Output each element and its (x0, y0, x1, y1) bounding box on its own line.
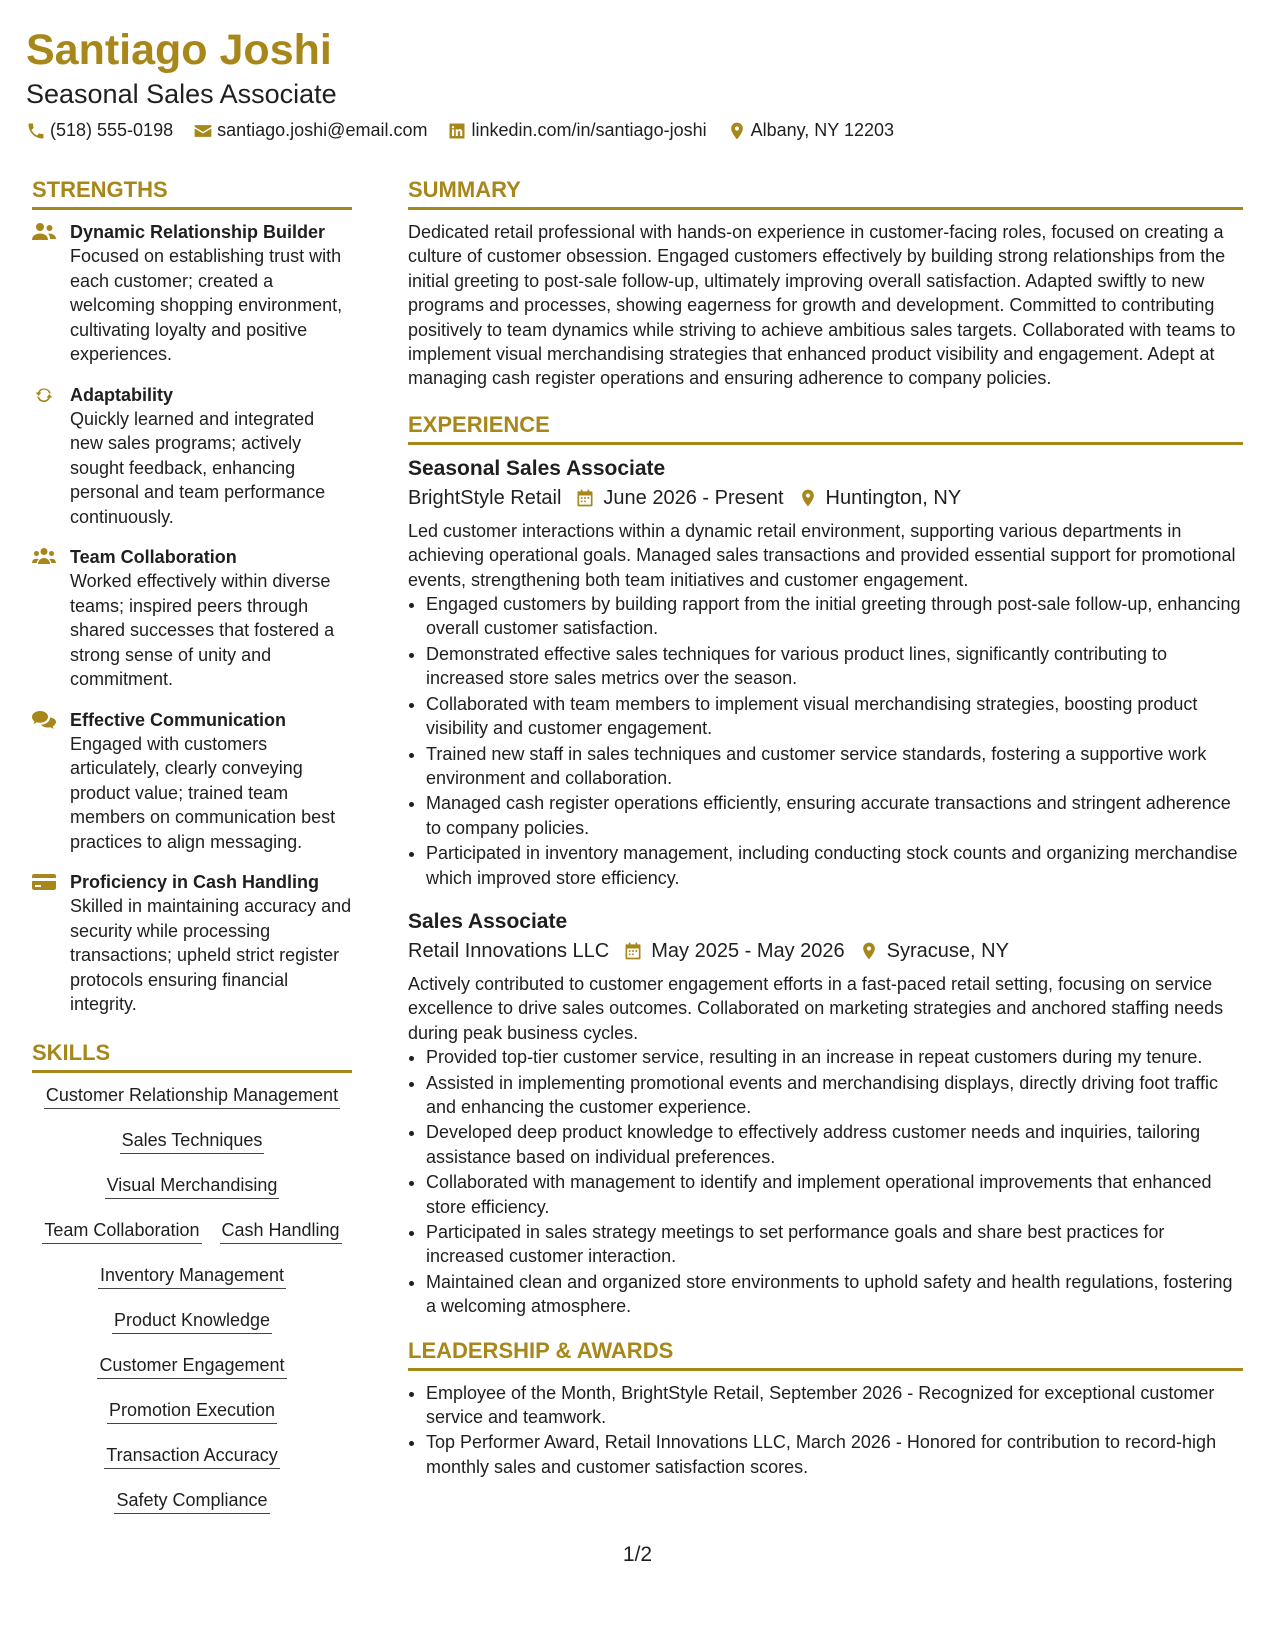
list-item: • Maintained clean and organized store environments to uphold safety and health regulations, fostering a welcoming atmosphere. (426, 1270, 1243, 1319)
candidate-name: Santiago Joshi (26, 26, 332, 74)
list-item: • Provided top-tier customer service, resulting in an increase in repeat customers during my tenure. (426, 1045, 1243, 1069)
map-pin-icon (727, 121, 747, 141)
job-meta (408, 483, 1243, 513)
right-column (408, 176, 1243, 1480)
linkedin-text[interactable]: linkedin.com/in/santiago-joshi (471, 120, 707, 140)
strength-item (32, 870, 352, 1017)
map-pin-icon (798, 488, 818, 508)
map-pin-icon (859, 941, 879, 961)
skill-tag: Safety Compliance (114, 1488, 269, 1514)
skill-tag: Inventory Management (98, 1263, 286, 1289)
chat-bubbles-icon (32, 710, 56, 730)
awards-section (408, 1337, 1243, 1480)
credit-card-icon (32, 872, 56, 892)
job-dates: June 2026 - Present (603, 486, 784, 509)
job-entry (408, 455, 1243, 890)
job-location: Huntington, NY (825, 486, 962, 509)
list-item: • Demonstrated effective sales techniques for various product lines, significantly contributing to increased store sales metrics over the season. (426, 642, 1243, 691)
strength-title: Adaptability (70, 384, 174, 405)
skill-tag: Customer Relationship Management (44, 1083, 340, 1109)
sync-icon (32, 385, 56, 405)
phone-icon (26, 121, 46, 141)
list-item: • Collaborated with team members to implement visual merchandising strategies, boosting product visibility and customer engagement. (426, 692, 1243, 741)
list-item: • Participated in inventory management, including conducting stock counts and organizing merchandise which improved store efficiency. (426, 841, 1243, 890)
skill-tag: Transaction Accuracy (104, 1443, 279, 1469)
list-item: • Participated in sales strategy meetings to set performance goals and share best practices for increased customer interaction. (426, 1220, 1243, 1269)
resume-header (26, 24, 914, 141)
team-icon (32, 547, 56, 567)
job-bullets (408, 592, 1243, 890)
strength-item (32, 708, 352, 855)
left-column (32, 176, 352, 1533)
list-item: • Managed cash register operations efficiently, ensuring accurate transactions and stringent adherence to company policies. (426, 791, 1243, 840)
strength-item (32, 383, 352, 530)
job-title: Sales Associate (408, 909, 568, 933)
candidate-title: Seasonal Sales Associate (26, 79, 337, 109)
calendar-icon (623, 941, 643, 961)
experience-heading: EXPERIENCE (408, 411, 1243, 445)
job-company: Retail Innovations LLC (408, 939, 610, 962)
email-text[interactable]: santiago.joshi@email.com (217, 120, 428, 140)
skills-list (32, 1083, 352, 1533)
job-bullets (408, 1045, 1243, 1318)
strength-title: Effective Communication (70, 709, 287, 730)
awards-heading: LEADERSHIP & AWARDS (408, 1337, 1243, 1371)
list-item: • Collaborated with management to identify and implement operational improvements that enhanced store efficiency. (426, 1170, 1243, 1219)
job-description: Actively contributed to customer engagement efforts in a fast-paced retail setting, focusing on service excellence to drive sales outcomes. Collaborated on marketing strategies and anchored staffing needs during peak business cycles. (408, 973, 1224, 1043)
job-dates: May 2025 - May 2026 (651, 939, 845, 962)
strength-desc: Quickly learned and integrated new sales programs; actively sought feedback, enhancing personal and team performance continuously. (70, 408, 326, 527)
strength-item (32, 545, 352, 692)
contact-email[interactable] (193, 120, 427, 141)
strength-desc: Worked effectively within diverse teams; inspired peers through shared successes that fostered a strong sense of unity and commitment. (70, 571, 335, 689)
strengths-heading: STRENGTHS (32, 176, 352, 210)
contact-phone (26, 120, 173, 141)
page-number: 1/2 (622, 1543, 653, 1566)
skills-heading: SKILLS (32, 1039, 352, 1073)
skill-tag: Visual Merchandising (105, 1173, 280, 1199)
skill-tag: Sales Techniques (120, 1128, 265, 1154)
job-company: BrightStyle Retail (408, 486, 562, 509)
list-item: • Top Performer Award, Retail Innovations LLC, March 2026 - Honored for contribution to record-high monthly sales and customer satisfaction scores. (426, 1430, 1243, 1479)
job-meta (408, 936, 1243, 966)
linkedin-icon (447, 121, 467, 141)
skill-tag: Promotion Execution (107, 1398, 277, 1424)
skill-tag: Cash Handling (220, 1218, 342, 1244)
users-icon (32, 222, 56, 242)
summary-section (408, 176, 1243, 391)
list-item: • Employee of the Month, BrightStyle Retail, September 2026 - Recognized for exceptional customer service and teamwork. (426, 1381, 1243, 1430)
location-text: Albany, NY 12203 (750, 120, 895, 140)
strength-desc: Engaged with customers articulately, clearly conveying product value; trained team members on communication best practices to align messaging. (70, 733, 336, 852)
skill-tag: Product Knowledge (112, 1308, 272, 1334)
job-title: Seasonal Sales Associate (408, 456, 666, 480)
job-location: Syracuse, NY (886, 939, 1009, 962)
list-item: • Trained new staff in sales techniques and customer service standards, fostering a supportive work environment and collaboration. (426, 742, 1243, 791)
phone-text: (518) 555-0198 (50, 120, 174, 140)
skills-section (32, 1039, 352, 1533)
list-item: • Developed deep product knowledge to effectively address customer needs and inquiries, tailoring assistance based on individual preferences. (426, 1120, 1243, 1169)
strength-title: Team Collaboration (70, 547, 237, 567)
contact-linkedin[interactable] (447, 120, 706, 141)
contact-bar (26, 120, 914, 141)
strength-desc: Focused on establishing trust with each customer; created a welcoming shopping environment, cultivating loyalty and positive experiences. (70, 246, 343, 364)
skill-tag: Customer Engagement (97, 1353, 286, 1379)
strength-title: Proficiency in Cash Handling (70, 872, 320, 892)
strength-desc: Skilled in maintaining accuracy and security while processing transactions; upheld strict register protocols ensuring financial integrity. (70, 896, 352, 1014)
list-item: • Engaged customers by building rapport from the initial greeting through post-sale follow-up, enhancing overall customer satisfaction. (426, 592, 1243, 641)
calendar-icon (575, 488, 595, 508)
strength-item (32, 220, 352, 367)
skill-tag: Team Collaboration (42, 1218, 201, 1244)
summary-text: Dedicated retail professional with hands-on experience in customer-facing roles, focused on creating a culture of customer obsession. Engaged customers effectively by building strong relationships from the initial greeting to post-sale follow-up, ultimately improving overall satisfaction. Adapted swiftly to new programs and processes, showing eagerness for growth and development. Committed to contributing positively to team dynamics while striving to achieve ambitious sales targets. Collaborated with teams to implement visual merchandising strategies that enhanced product visibility and engagement. Adept at managing cash register operations and ensuring adherence to company policies. (408, 222, 1236, 389)
list-item: • Assisted in implementing promotional events and merchandising displays, directly driving foot traffic and enhancing the customer experience. (426, 1071, 1243, 1120)
job-description: Led customer interactions within a dynamic retail environment, supporting various departments in achieving operational goals. Managed sales transactions and provided essential support for promotional events, strengthening both team initiatives and customer engagement. (408, 520, 1236, 590)
envelope-icon (193, 121, 213, 141)
contact-location (727, 120, 894, 141)
strength-title: Dynamic Relationship Builder (70, 222, 326, 242)
job-entry (408, 908, 1243, 1319)
summary-heading: SUMMARY (408, 176, 1243, 210)
awards-list (408, 1381, 1243, 1480)
